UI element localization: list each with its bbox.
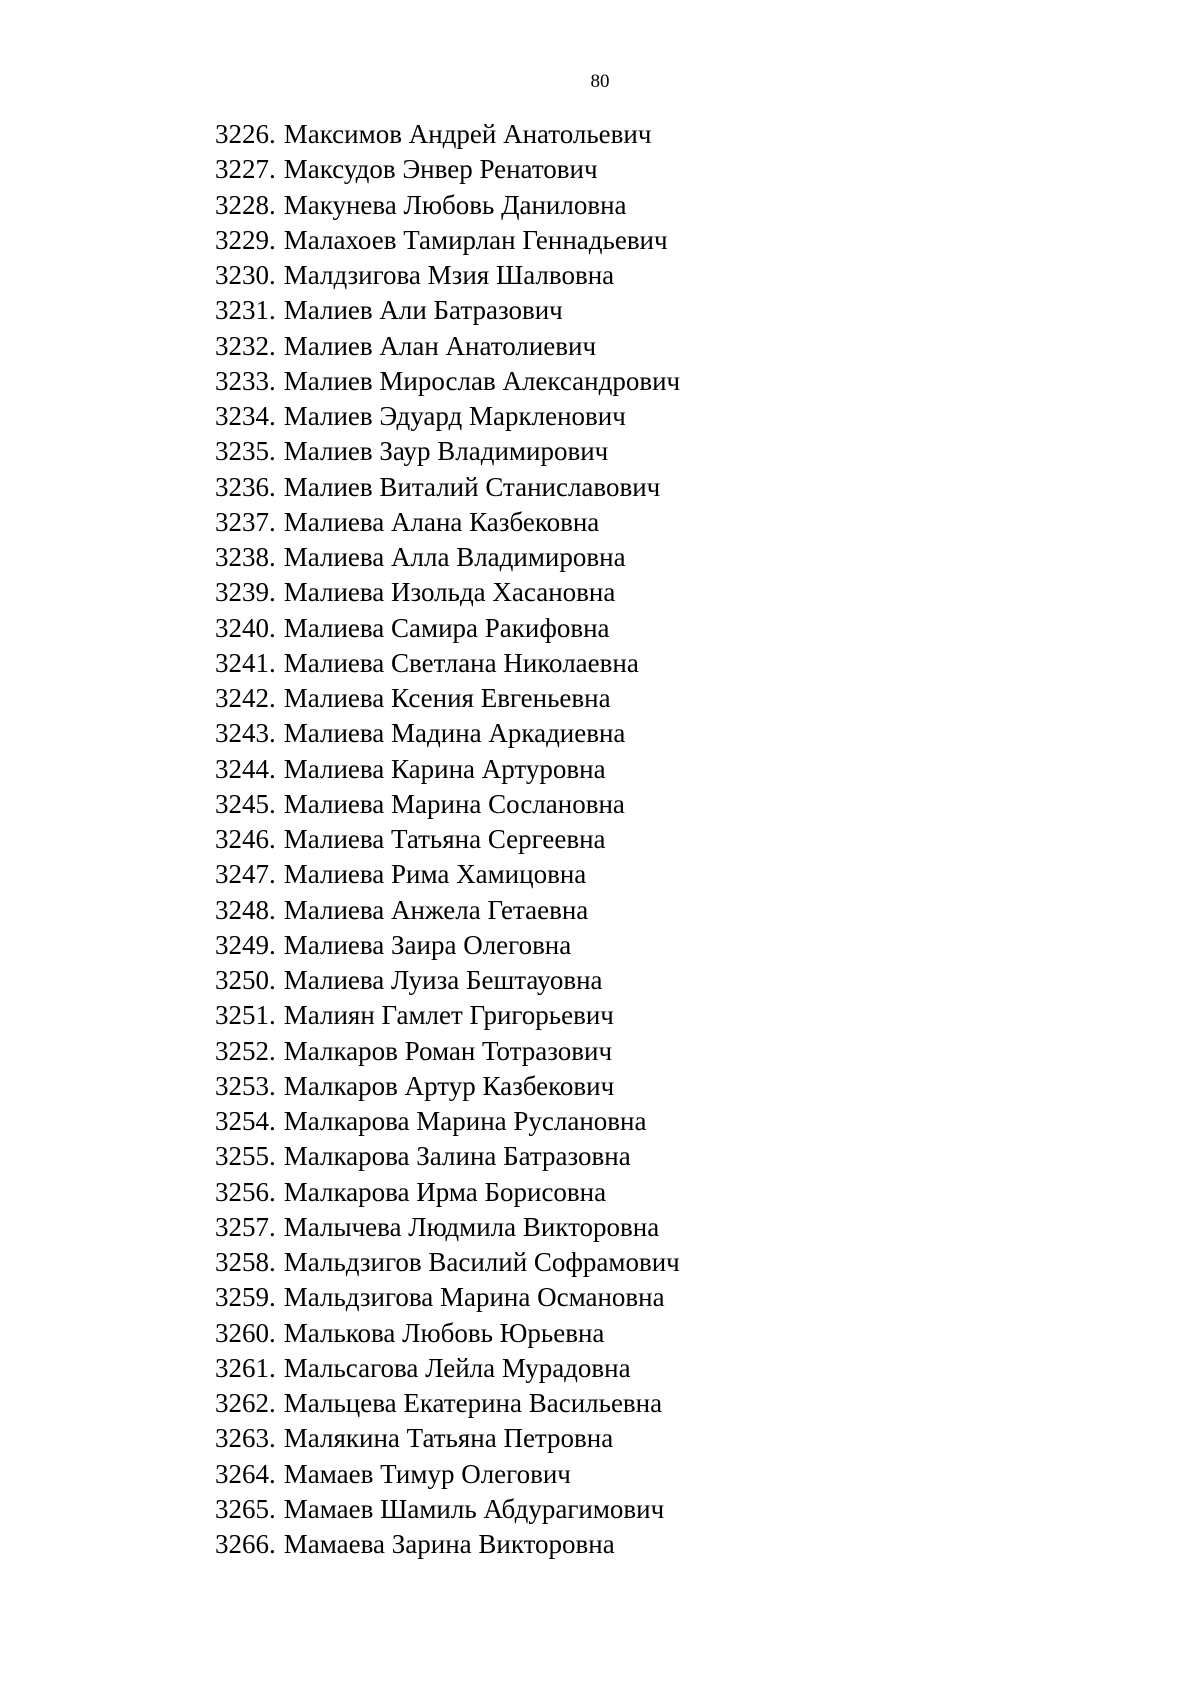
entry-number: 3239. — [215, 577, 276, 608]
entry-number: 3246. — [215, 824, 276, 854]
entry-number: 3254. — [215, 1106, 276, 1136]
entry-name: Малдзигова Мзия Шалвовна — [283, 260, 615, 290]
entry-name: Малиева Алана Казбековна — [283, 506, 600, 537]
list-item — [215, 1280, 680, 1315]
entry-number: 3249. — [215, 929, 276, 960]
entry-name: Малиева Татьяна Сергеевна — [283, 824, 606, 854]
entry-name: Малиева Мадина Аркадиевна — [283, 718, 626, 749]
entry-name: Малякина Татьяна Петровна — [283, 1423, 614, 1454]
list-item — [215, 1175, 680, 1210]
entry-number: 3252. — [215, 1035, 276, 1066]
entry-name: Малкаров Роман Тотразович — [283, 1035, 613, 1066]
list-item — [215, 1034, 680, 1069]
list-item — [215, 1316, 680, 1351]
entry-name: Мальдзигова Марина Османовна — [283, 1282, 665, 1313]
entry-name: Малиева Ксения Евгеньевна — [283, 683, 611, 713]
list-item — [215, 963, 680, 998]
entry-number: 3257. — [215, 1211, 276, 1242]
entry-number: 3264. — [215, 1458, 276, 1489]
entry-name: Макунева Любовь Даниловна — [283, 189, 627, 220]
entry-name: Мамаев Тимур Олегович — [283, 1458, 571, 1489]
entry-name: Малиев Заур Владимирович — [283, 436, 609, 467]
list-item — [215, 1210, 680, 1245]
list-item — [215, 364, 680, 399]
entry-number: 3253. — [215, 1070, 276, 1101]
list-item — [215, 928, 680, 963]
entry-name: Малиева Луиза Бештауовна — [283, 965, 603, 995]
list-item — [215, 1492, 680, 1527]
entry-number: 3256. — [215, 1176, 276, 1207]
entry-name: Мамаева Зарина Викторовна — [283, 1529, 615, 1559]
list-item — [215, 822, 680, 857]
entry-number: 3245. — [215, 788, 276, 819]
entry-name: Малиев Эдуард Маркленович — [283, 401, 626, 431]
entry-number: 3251. — [215, 1000, 276, 1031]
entry-number: 3255. — [215, 1141, 276, 1172]
entry-name: Максудов Энвер Ренатович — [283, 154, 598, 185]
entry-name: Малиева Алла Владимировна — [283, 542, 626, 572]
entry-number: 3259. — [215, 1282, 276, 1313]
entry-number: 3243. — [215, 718, 276, 749]
entry-name: Максимов Андрей Анатольевич — [283, 119, 652, 149]
entry-number: 3226. — [215, 119, 276, 149]
entry-number: 3233. — [215, 365, 276, 396]
list-item — [215, 1069, 680, 1104]
list-item — [215, 716, 680, 751]
entry-name: Малиева Марина Сослановна — [283, 788, 625, 819]
entry-name: Малкарова Марина Руслановна — [283, 1106, 647, 1136]
entry-name: Малиев Мирослав Александрович — [283, 365, 681, 396]
entry-name: Мальдзигов Василий Софрамович — [283, 1247, 680, 1277]
entry-name: Малиев Али Батразович — [283, 295, 563, 326]
entry-number: 3258. — [215, 1247, 276, 1277]
entry-name: Малиева Карина Артуровна — [283, 753, 606, 784]
entry-name: Малиева Заира Олеговна — [283, 929, 572, 960]
entry-number: 3240. — [215, 612, 276, 643]
entry-number: 3247. — [215, 859, 276, 890]
list-item — [215, 1457, 680, 1492]
list-item — [215, 470, 680, 505]
entry-name: Малиян Гамлет Григорьевич — [283, 1000, 614, 1031]
list-item — [215, 258, 680, 293]
entry-number: 3241. — [215, 647, 276, 678]
entry-name: Малькова Любовь Юрьевна — [283, 1317, 605, 1348]
list-item — [215, 329, 680, 364]
entry-number: 3234. — [215, 401, 276, 431]
entry-number: 3250. — [215, 965, 276, 995]
list-item — [215, 998, 680, 1033]
entry-number: 3236. — [215, 471, 276, 502]
entry-name: Малиев Алан Анатолиевич — [283, 330, 597, 361]
list-item — [215, 117, 680, 152]
entry-name: Малкарова Ирма Борисовна — [283, 1176, 607, 1207]
list-item — [215, 1104, 680, 1139]
entry-name: Мальсагова Лейла Мурадовна — [283, 1352, 631, 1383]
list-item — [215, 681, 680, 716]
list-item — [215, 646, 680, 681]
entry-number: 3242. — [215, 683, 276, 713]
list-item — [215, 893, 680, 928]
entry-number: 3237. — [215, 506, 276, 537]
entry-number: 3238. — [215, 542, 276, 572]
entry-number: 3232. — [215, 330, 276, 361]
list-item — [215, 223, 680, 258]
list-item — [215, 434, 680, 469]
entry-name: Малиева Самира Ракифовна — [283, 612, 610, 643]
entry-number: 3248. — [215, 894, 276, 925]
entry-number: 3227. — [215, 154, 276, 185]
entry-number: 3231. — [215, 295, 276, 326]
list-item — [215, 1245, 680, 1280]
list-item — [215, 399, 680, 434]
entry-name: Малкаров Артур Казбекович — [283, 1070, 615, 1101]
list-item — [215, 505, 680, 540]
list-item — [215, 611, 680, 646]
entry-name: Мальцева Екатерина Васильевна — [283, 1388, 663, 1418]
entry-name: Малиева Анжела Гетаевна — [283, 894, 589, 925]
entry-number: 3263. — [215, 1423, 276, 1454]
list-item — [215, 1527, 680, 1562]
list-item — [215, 575, 680, 610]
entry-number: 3266. — [215, 1529, 276, 1559]
entry-name: Малиева Светлана Николаевна — [283, 647, 639, 678]
entry-name: Малычева Людмила Викторовна — [283, 1211, 660, 1242]
entry-number: 3230. — [215, 260, 276, 290]
list-item — [215, 188, 680, 223]
entry-name: Малиева Рима Хамицовна — [283, 859, 587, 890]
entry-number: 3262. — [215, 1388, 276, 1418]
list-item — [215, 293, 680, 328]
list-item — [215, 1351, 680, 1386]
entry-number: 3265. — [215, 1493, 276, 1524]
list-item — [215, 540, 680, 575]
entry-name: Мамаев Шамиль Абдурагимович — [283, 1493, 665, 1524]
entry-number: 3261. — [215, 1352, 276, 1383]
entry-number: 3260. — [215, 1317, 276, 1348]
list-item — [215, 1386, 680, 1421]
entry-number: 3229. — [215, 224, 276, 255]
entry-number: 3228. — [215, 189, 276, 220]
page-number: 80 — [590, 71, 610, 92]
entry-number: 3244. — [215, 753, 276, 784]
list-item — [215, 857, 680, 892]
name-list — [215, 117, 680, 1562]
entry-number: 3235. — [215, 436, 276, 467]
list-item — [215, 752, 680, 787]
entry-name: Малиева Изольда Хасановна — [283, 577, 616, 608]
entry-name: Малкарова Залина Батразовна — [283, 1141, 631, 1172]
list-item — [215, 787, 680, 822]
list-item — [215, 152, 680, 187]
list-item — [215, 1421, 680, 1456]
entry-name: Малахоев Тамирлан Геннадьевич — [283, 224, 668, 255]
list-item — [215, 1139, 680, 1174]
entry-name: Малиев Виталий Станиславович — [283, 471, 661, 502]
